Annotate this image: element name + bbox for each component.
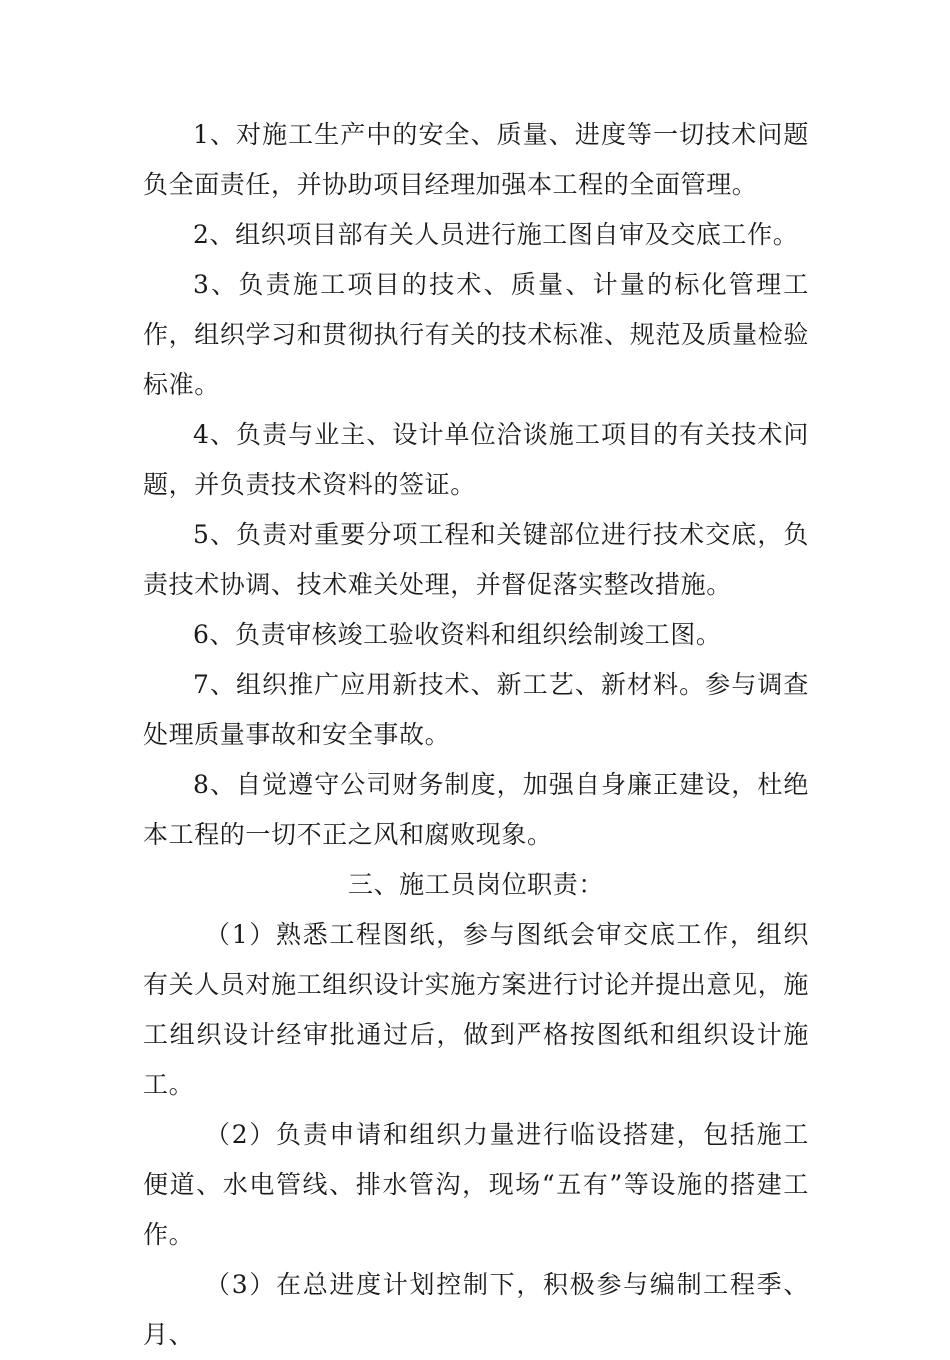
- duty-item-6: 6、负责审核竣工验收资料和组织绘制竣工图。: [193, 620, 722, 649]
- duty-item-8: 8、自觉遵守公司财务制度，加强自身廉正建设，杜绝本工程的一切不正之风和腐败现象。: [143, 770, 809, 849]
- duty-item-5: 5、负责对重要分项工程和关键部位进行技术交底，负责技术协调、技术难关处理，并督促落实整改措施。: [143, 520, 809, 599]
- construction-duty-1: （1）熟悉工程图纸，参与图纸会审交底工作，组织有关人员对施工组织设计实施方案进行讨论并提出意见，施工组织设计经审批通过后，做到严格按图纸和组织设计施工。: [143, 920, 809, 1099]
- document-body: [143, 110, 809, 1360]
- duty-item-1: 1、对施工生产中的安全、质量、进度等一切技术问题负全面责任，并协助项目经理加强本工程的全面管理。: [143, 120, 809, 199]
- duty-item-2: 2、组织项目部有关人员进行施工图自审及交底工作。: [193, 220, 799, 249]
- section-heading: 三、施工员岗位职责：: [347, 870, 604, 899]
- construction-duty-2: （2）负责申请和组织力量进行临设搭建，包括施工便道、水电管线、排水管沟，现场“五有”等设施的搭建工作。: [143, 1120, 809, 1249]
- duty-item-4: 4、负责与业主、设计单位洽谈施工项目的有关技术问题，并负责技术资料的签证。: [143, 420, 809, 499]
- construction-duty-3: （3）在总进度计划控制下，积极参与编制工程季、月、: [143, 1270, 809, 1349]
- duty-item-3: 3、负责施工项目的技术、质量、计量的标化管理工作，组织学习和贯彻执行有关的技术标准、规范及质量检验标准。: [143, 270, 809, 399]
- duty-item-7: 7、组织推广应用新技术、新工艺、新材料。参与调查处理质量事故和安全事故。: [143, 670, 809, 749]
